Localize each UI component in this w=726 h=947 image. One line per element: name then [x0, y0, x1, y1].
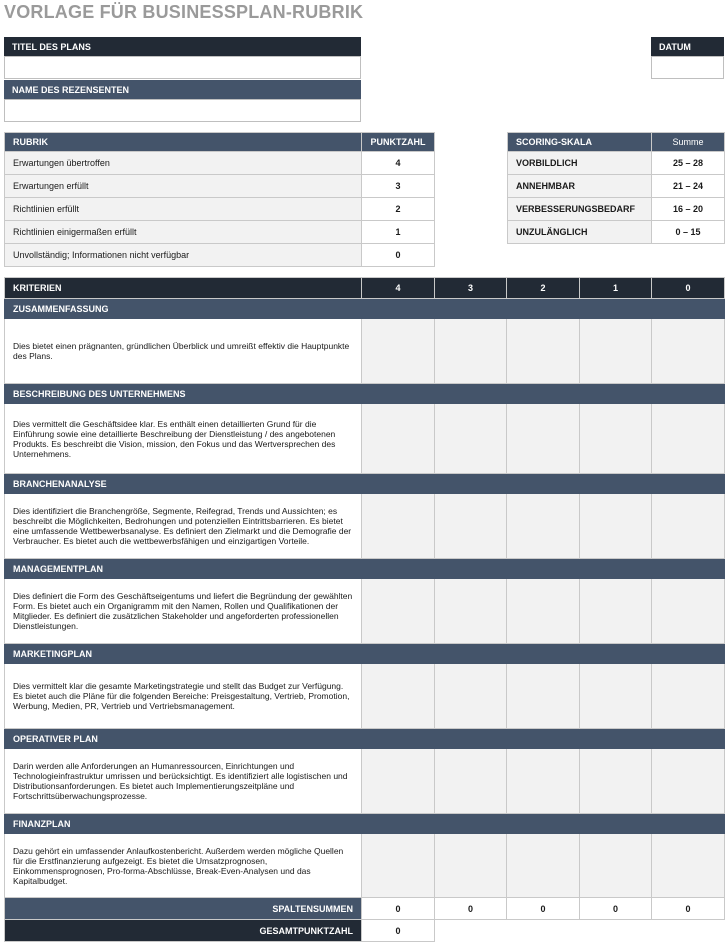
criteria-header-score: 2	[507, 278, 580, 299]
scoring-header-label: SCORING-SKALA	[508, 133, 652, 152]
section-description: Dies definiert die Form des Geschäftseigentums und liefert die Begründung der gewählten Form. Es bietet auch ein Organigramm mit den Namen, Rollen und Qualifikationen der Mitglieder. Es definiert die zusätzlichen Stakeholder und angeforderten professionellen Dienstleistungen.	[5, 579, 362, 644]
plan-title-input[interactable]	[4, 56, 361, 79]
score-cell[interactable]	[652, 319, 725, 384]
rubric-row-score: 0	[362, 244, 435, 267]
scoring-row-range: 0 – 15	[652, 221, 725, 244]
criteria-header-score: 4	[362, 278, 435, 299]
score-cell[interactable]	[362, 319, 435, 384]
criteria-header-score: 1	[580, 278, 652, 299]
rubric-row-label: Richtlinien erfüllt	[5, 198, 362, 221]
score-cell[interactable]	[435, 749, 507, 814]
scoring-header-sum: Summe	[652, 133, 725, 152]
score-cell[interactable]	[652, 664, 725, 729]
section-title: BESCHREIBUNG DES UNTERNEHMENS	[5, 384, 362, 404]
rubric-row-label: Erwartungen erfüllt	[5, 175, 362, 198]
score-cell[interactable]	[507, 494, 580, 559]
score-cell[interactable]	[435, 834, 507, 898]
rubric-row-label: Richtlinien einigermaßen erfüllt	[5, 221, 362, 244]
score-cell[interactable]	[507, 319, 580, 384]
score-cell[interactable]	[362, 494, 435, 559]
scoring-row-label: UNZULÄNGLICH	[508, 221, 652, 244]
rubric-row-label: Erwartungen übertroffen	[5, 152, 362, 175]
score-cell[interactable]	[580, 404, 652, 474]
section-title: ZUSAMMENFASSUNG	[5, 299, 362, 319]
rubric-header-label: RUBRIK	[5, 133, 362, 152]
reviewer-input[interactable]	[4, 99, 361, 122]
plan-title-label: TITEL DES PLANS	[4, 37, 361, 56]
score-cell[interactable]	[507, 834, 580, 898]
score-cell[interactable]	[580, 749, 652, 814]
score-cell[interactable]	[362, 834, 435, 898]
score-cell[interactable]	[652, 404, 725, 474]
score-cell[interactable]	[507, 579, 580, 644]
section-title: MANAGEMENTPLAN	[5, 559, 362, 579]
date-label: DATUM	[651, 37, 724, 56]
scoring-row-range: 21 – 24	[652, 175, 725, 198]
score-cell[interactable]	[652, 494, 725, 559]
section-description: Dies identifiziert die Branchengröße, Segmente, Reifegrad, Trends und Aussichten; es beschreibt die Möglichkeiten, Bedrohungen und potenziellen Eintrittsbarrieren. Es bietet eine umfassende Wettbewerbsanalyse. Es definiert den Zielmarkt und die Demografie der Verbraucher. Es bietet auch die wettbewerbsfähigen und einzigartigen Vorteile.	[5, 494, 362, 559]
rubric-header-score: PUNKTZAHL	[362, 133, 435, 152]
score-cell[interactable]	[652, 834, 725, 898]
section-title: FINANZPLAN	[5, 814, 362, 834]
column-sum: 0	[362, 898, 435, 920]
scoring-row-label: VORBILDLICH	[508, 152, 652, 175]
score-cell[interactable]	[362, 749, 435, 814]
score-cell[interactable]	[435, 319, 507, 384]
score-cell[interactable]	[507, 664, 580, 729]
section-title: BRANCHENANALYSE	[5, 474, 362, 494]
scoring-scale-table	[507, 132, 725, 244]
scoring-row-range: 25 – 28	[652, 152, 725, 175]
page-title: VORLAGE FÜR BUSINESSPLAN-RUBRIK	[4, 2, 364, 22]
rubric-table	[4, 132, 435, 267]
column-sums-label: SPALTENSUMMEN	[5, 898, 362, 920]
scoring-row-label: VERBESSERUNGSBEDARF	[508, 198, 652, 221]
rubric-row-score: 2	[362, 198, 435, 221]
criteria-header-score: 3	[435, 278, 507, 299]
score-cell[interactable]	[580, 319, 652, 384]
date-input[interactable]	[651, 56, 724, 79]
score-cell[interactable]	[580, 834, 652, 898]
column-sum: 0	[652, 898, 725, 920]
section-description: Dies bietet einen prägnanten, gründlichen Überblick und umreißt effektiv die Hauptpunkte des Plans.	[5, 319, 362, 384]
score-cell[interactable]	[435, 494, 507, 559]
score-cell[interactable]	[507, 404, 580, 474]
score-cell[interactable]	[580, 494, 652, 559]
score-cell[interactable]	[507, 749, 580, 814]
section-description: Dies vermittelt die Geschäftsidee klar. Es enthält einen detaillierten Grund für die Einführung sowie eine detaillierte Beschreibung der Dienstleistung / des angebotenen Produkts. Es beschreibt die Vision, mission, den Fokus und das Wertversprechen des Unternehmens.	[5, 404, 362, 474]
rubric-row-score: 3	[362, 175, 435, 198]
total-score-value: 0	[362, 920, 435, 942]
score-cell[interactable]	[362, 664, 435, 729]
score-cell[interactable]	[580, 664, 652, 729]
reviewer-label: NAME DES REZENSENTEN	[4, 80, 361, 99]
score-cell[interactable]	[435, 664, 507, 729]
total-score-label: GESAMTPUNKTZAHL	[5, 920, 362, 942]
rubric-row-score: 1	[362, 221, 435, 244]
section-description: Dies vermittelt klar die gesamte Marketingstrategie und stellt das Budget zur Verfügung. Es bietet auch die Pläne für die folgenden Bereiche: Preisgestaltung, Vertrieb, Promotion, Werbung, Medien, PR, Vertrieb und Vertriebsmanagement.	[5, 664, 362, 729]
section-title: MARKETINGPLAN	[5, 644, 362, 664]
section-title: OPERATIVER PLAN	[5, 729, 362, 749]
scoring-row-range: 16 – 20	[652, 198, 725, 221]
scoring-row-label: ANNEHMBAR	[508, 175, 652, 198]
column-sum: 0	[435, 898, 507, 920]
criteria-table	[4, 277, 725, 942]
section-description: Darin werden alle Anforderungen an Humanressourcen, Einrichtungen und Technologieinfrastruktur umrissen und berücksichtigt. Es identifiziert alle logistischen und Distributionsanforderungen. Es bietet auch Implementierungszeitpläne und Fortschrittsüberwachungsprozesse.	[5, 749, 362, 814]
score-cell[interactable]	[362, 404, 435, 474]
column-sum: 0	[507, 898, 580, 920]
criteria-header-score: 0	[652, 278, 725, 299]
score-cell[interactable]	[362, 579, 435, 644]
column-sum: 0	[580, 898, 652, 920]
score-cell[interactable]	[435, 404, 507, 474]
section-description: Dazu gehört ein umfassender Anlaufkostenbericht. Außerdem werden mögliche Quellen für die Erstfinanzierung aufgezeigt. Es bietet die Umsatzprognosen, Einkommensprognosen, Pro-forma-Abschlüsse, Break-Even-Analysen und das Kapitalbudget.	[5, 834, 362, 898]
score-cell[interactable]	[652, 749, 725, 814]
score-cell[interactable]	[435, 579, 507, 644]
criteria-header-label: KRITERIEN	[5, 278, 362, 299]
score-cell[interactable]	[580, 579, 652, 644]
rubric-row-label: Unvollständig; Informationen nicht verfügbar	[5, 244, 362, 267]
score-cell[interactable]	[652, 579, 725, 644]
rubric-row-score: 4	[362, 152, 435, 175]
